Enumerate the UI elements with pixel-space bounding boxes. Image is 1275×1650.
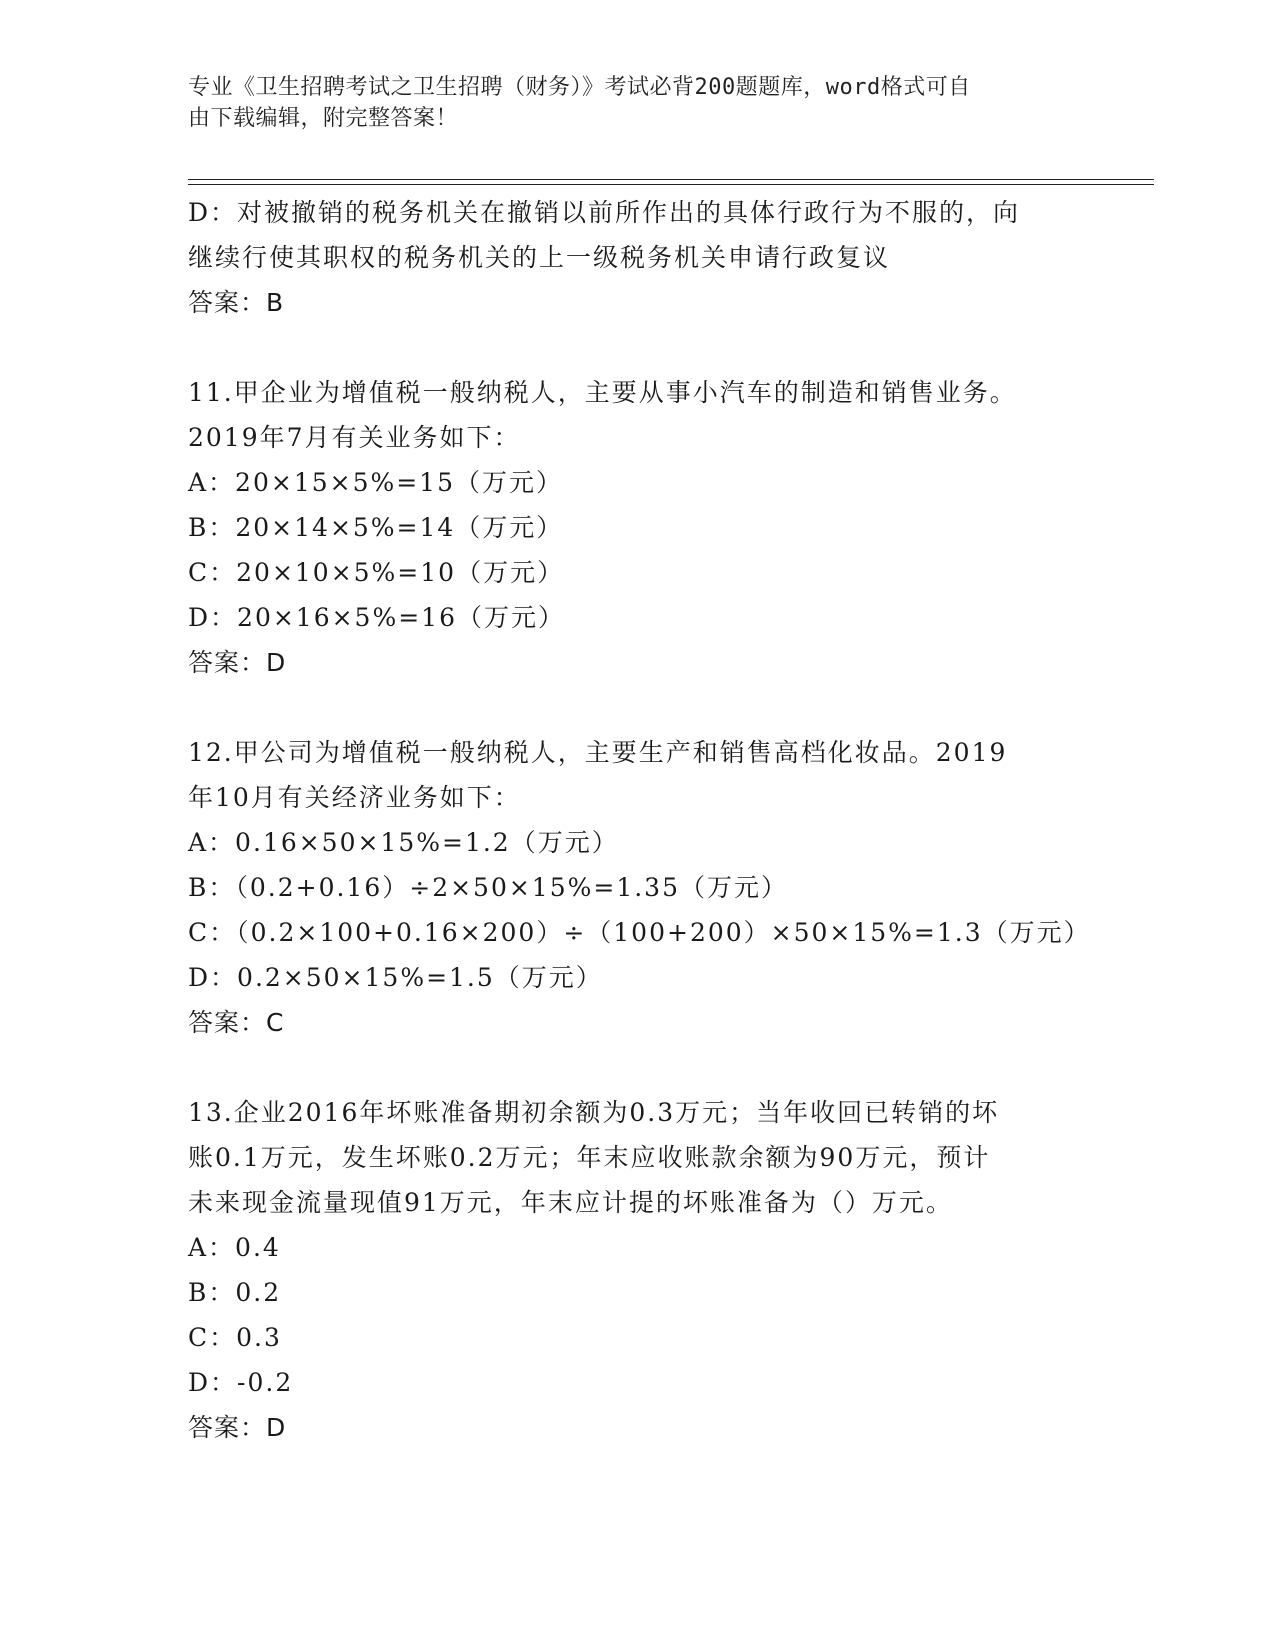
option-d-line-1: D：对被撤销的税务机关在撤销以前所作出的具体行政行为不服的，向 xyxy=(188,198,1021,227)
document-body xyxy=(188,190,1091,1450)
question-stem-line-2: 年10月有关经济业务如下： xyxy=(188,783,521,812)
spacer xyxy=(188,1045,1088,1090)
spacer xyxy=(188,325,1088,370)
question-stem-line-1: 13.企业2016年坏账准备期初余额为0.3万元；当年收回已转销的坏 xyxy=(188,1098,1000,1127)
question-stem-line-3: 未来现金流量现值91万元，年末应计提的坏账准备为（）万元。 xyxy=(188,1188,953,1217)
option-d: D：20×16×5%=16（万元） xyxy=(188,603,565,632)
option-a: A：20×15×5%=15（万元） xyxy=(188,468,563,497)
option-a: A：0.4 xyxy=(188,1233,281,1262)
option-b: B：（0.2+0.16）÷2×50×15%=1.35（万元） xyxy=(188,873,788,902)
question-stem-line-1: 12.甲公司为增值税一般纳税人，主要生产和销售高档化妆品。2019 xyxy=(188,738,1008,767)
header-rule-bottom xyxy=(188,184,1154,185)
option-c: C：20×10×5%=10（万元） xyxy=(188,558,565,587)
question-stem-line-2: 2019年7月有关业务如下： xyxy=(188,423,521,452)
answer-line: 答案：D xyxy=(188,1413,287,1442)
option-a: A：0.16×50×15%=1.2（万元） xyxy=(188,828,619,857)
answer-line: 答案：B xyxy=(188,288,285,317)
spacer xyxy=(188,685,1088,730)
question-stem-line-2: 账0.1万元，发生坏账0.2万元；年末应收账款余额为90万元，预计 xyxy=(188,1143,991,1172)
document-header xyxy=(188,72,1068,134)
option-c: C：0.3 xyxy=(188,1323,282,1352)
answer-line: 答案：C xyxy=(188,1008,285,1037)
header-line-1: 专业《卫生招聘考试之卫生招聘（财务）》考试必背200题题库，word格式可自 xyxy=(188,75,971,100)
header-rule-top xyxy=(188,179,1154,180)
option-b: B：0.2 xyxy=(188,1278,282,1307)
question-10-tail xyxy=(188,190,1088,325)
header-line-2: 由下载编辑，附完整答案！ xyxy=(188,106,459,131)
question-stem-line-1: 11.甲企业为增值税一般纳税人，主要从事小汽车的制造和销售业务。 xyxy=(188,378,1017,407)
option-d: D：0.2×50×15%=1.5（万元） xyxy=(188,963,603,992)
option-d: D：-0.2 xyxy=(188,1368,294,1397)
question-11 xyxy=(188,370,1088,685)
option-d-line-2: 继续行使其职权的税务机关的上一级税务机关申请行政复议 xyxy=(188,243,891,272)
question-13 xyxy=(188,1090,1088,1450)
option-c: C：（0.2×100+0.16×200）÷（100+200）×50×15%=1.3（万元） xyxy=(188,918,1091,947)
question-12 xyxy=(188,730,1091,1045)
option-b: B：20×14×5%=14（万元） xyxy=(188,513,564,542)
answer-line: 答案：D xyxy=(188,648,287,677)
